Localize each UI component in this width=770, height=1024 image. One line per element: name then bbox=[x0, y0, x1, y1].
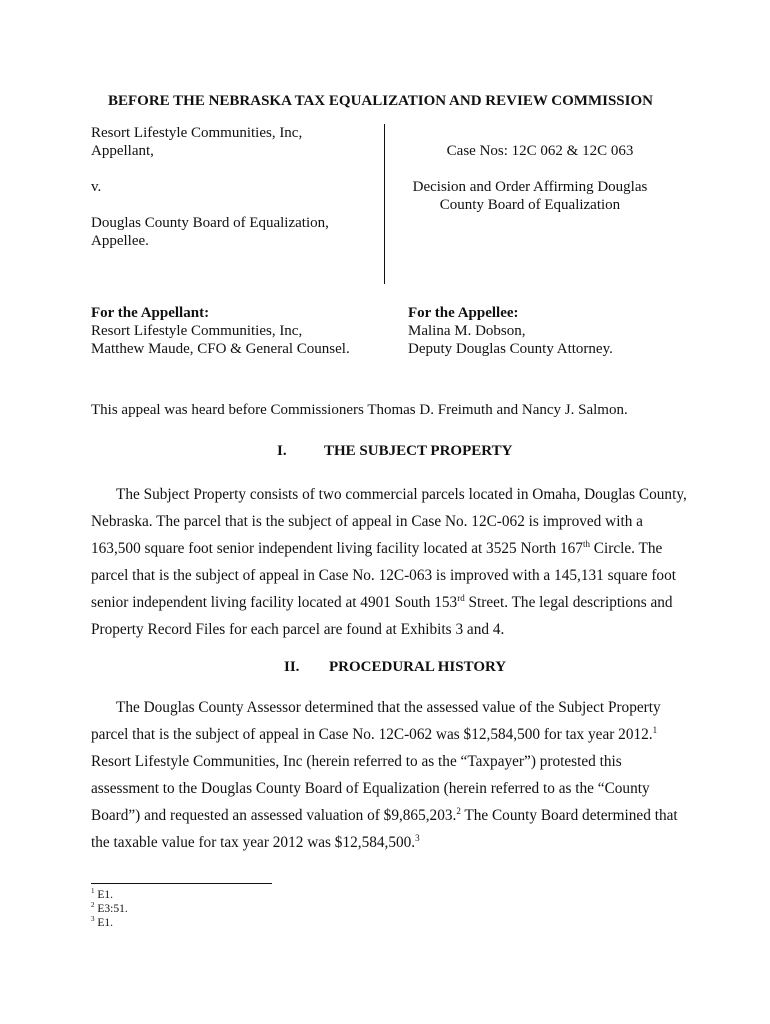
footnote-ref[interactable]: 2 bbox=[456, 805, 461, 816]
versus-text: v. bbox=[91, 179, 102, 195]
footnote-ref[interactable]: 1 bbox=[652, 724, 658, 735]
section-2-title: PROCEDURAL HISTORY bbox=[329, 659, 507, 675]
case-numbers: Case Nos: 12C 062 & 12C 063 bbox=[446, 143, 634, 159]
section-1-number: I. bbox=[277, 443, 287, 459]
section-1-line-4: parcel that is the subject of appeal in Case No. 12C-063 is improved with a 145,131 square foot bbox=[91, 567, 676, 584]
footnote-3: $^3$ E1. bbox=[91, 915, 114, 929]
appellant-role: Appellant, bbox=[91, 143, 154, 159]
footnote-2: $^2$ E3:51. bbox=[91, 901, 128, 915]
heard-before-statement: This appeal was heard before Commissioners Thomas D. Freimuth and Nancy J. Salmon. bbox=[91, 402, 628, 418]
section-2-line-3: Resort Lifestyle Communities, Inc (herein referred to as the “Taxpayer”) protested this bbox=[91, 753, 622, 770]
appellee-counsel-line2: Deputy Douglas County Attorney. bbox=[408, 341, 613, 357]
section-1-title: THE SUBJECT PROPERTY bbox=[324, 443, 513, 459]
appellee-counsel-heading: For the Appellee: bbox=[408, 305, 519, 321]
section-2-line-1: The Douglas County Assessor determined that the assessed value of the Subject Property bbox=[116, 699, 661, 716]
appellant-name: Resort Lifestyle Communities, Inc, bbox=[91, 125, 303, 141]
appellee-counsel-line1: Malina M. Dobson, bbox=[408, 323, 526, 339]
appellant-counsel-line2: Matthew Maude, CFO & General Counsel. bbox=[91, 341, 350, 357]
section-2-number: II. bbox=[284, 659, 300, 675]
section-1-line-2: Nebraska. The parcel that is the subject of appeal in Case No. 12C-062 is improved with a bbox=[91, 513, 643, 530]
section-2-line-4: assessment to the Douglas County Board of Equalization (herein referred to as the “County bbox=[91, 780, 650, 797]
section-1-line-6: Property Record Files for each parcel are found at Exhibits 3 and 4. bbox=[91, 621, 505, 638]
footnote-ref[interactable]: 3 bbox=[415, 832, 420, 843]
appellant-counsel-heading: For the Appellant: bbox=[91, 305, 210, 321]
footnote-1: $^1$ E1. bbox=[91, 887, 114, 901]
ordinal-suffix: rd bbox=[457, 592, 465, 603]
document-title: BEFORE THE NEBRASKA TAX EQUALIZATION AND REVIEW COMMISSION bbox=[108, 93, 653, 109]
section-2-line-6: the taxable value for tax year 2012 was $12,584,500.$^3$ bbox=[91, 832, 420, 851]
appellee-role: Appellee. bbox=[91, 233, 149, 249]
footnote-separator bbox=[91, 883, 272, 884]
section-1-line-3: 163,500 square foot senior independent living facility located at 3525 North 167th Circle. The bbox=[91, 538, 663, 557]
decision-title-line2: County Board of Equalization bbox=[439, 197, 621, 213]
section-1-line-5: senior independent living facility located at 4901 South 153rd Street. The legal descriptions and bbox=[91, 592, 673, 611]
decision-title-line1: Decision and Order Affirming Douglas bbox=[412, 179, 648, 195]
ordinal-suffix: th bbox=[582, 538, 590, 549]
section-2-line-2: parcel that is the subject of appeal in Case No. 12C-062 was $12,584,500 for tax year 2012.$^1$ bbox=[91, 724, 658, 743]
appellee-name: Douglas County Board of Equalization, bbox=[91, 215, 329, 231]
section-1-line-1: The Subject Property consists of two commercial parcels located in Omaha, Douglas County, bbox=[116, 486, 687, 503]
appellant-counsel-line1: Resort Lifestyle Communities, Inc, bbox=[91, 323, 303, 339]
section-2-line-5: Board”) and requested an assessed valuation of $9,865,203.$^2$ The County Board determined that bbox=[91, 805, 678, 824]
